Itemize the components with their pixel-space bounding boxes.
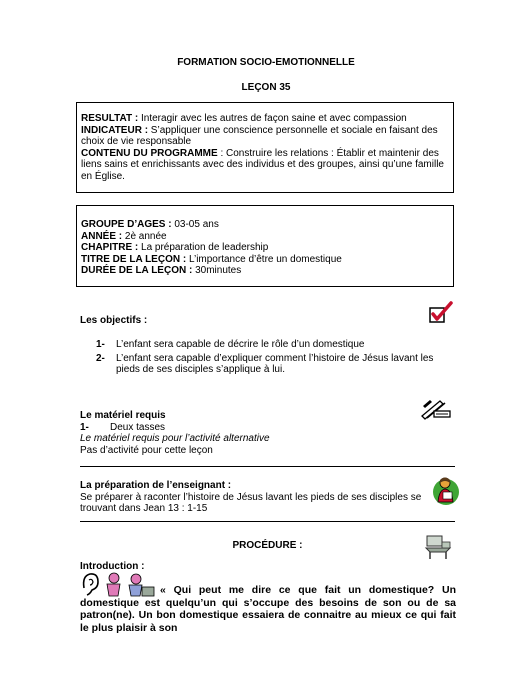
materiel-alt-label: Le matériel requis pour l’activité alternative <box>80 433 270 444</box>
pencils-icon <box>420 398 452 420</box>
groupe-text: 03-05 ans <box>171 219 219 230</box>
materiel-item <box>80 421 166 434</box>
indicateur-label: INDICATEUR : <box>81 124 149 136</box>
duree-text: 30minutes <box>192 265 242 276</box>
resultat-text: Interagir avec les autres de façon saine et avec compassion <box>138 113 407 124</box>
duree-line <box>81 265 241 277</box>
list-item <box>96 339 456 351</box>
lesson-number: LEÇON 35 <box>241 82 291 93</box>
contenu-text: : Construire les relations : Établir et maintenir des liens sains et enrichissants avec des individus et des groupes, ainsi qu’une famille en Église. <box>81 147 444 182</box>
objectif-text: L’enfant sera capable de décrire le rôle d’un domestique <box>116 339 365 350</box>
annee-text: 2è année <box>122 230 167 242</box>
chapitre-line <box>81 242 268 254</box>
objectifs-heading: Les objectifs : <box>80 315 148 326</box>
titre-text: L’importance d’être un domestique <box>186 253 342 265</box>
section-divider <box>80 466 455 467</box>
indicateur-text: S’appliquer une conscience personnelle et sociale en faisant des choix de vie responsable <box>81 124 438 147</box>
contenu-line <box>81 148 451 183</box>
contenu-label: CONTENU DU PROGRAMME <box>81 147 218 159</box>
preparation-heading: La préparation de l’enseignant : <box>80 480 232 491</box>
indicateur-line <box>81 125 451 148</box>
groupe-label: GROUPE D’AGES : <box>81 219 172 230</box>
resultat-label: RESULTAT : <box>81 113 139 124</box>
chapitre-label: CHAPITRE : <box>81 242 139 253</box>
annee-label: ANNÉE : <box>81 230 123 242</box>
groupe-line <box>81 219 219 231</box>
objectif-text: L’enfant sera capable d’expliquer comment l’histoire de Jésus lavant les pieds de ses disciples s’applique à lui. <box>116 352 434 375</box>
procedure-heading: PROCÉDURE : <box>232 540 303 551</box>
materiel-heading: Le matériel requis <box>80 410 166 421</box>
list-number: 1- <box>96 339 105 350</box>
materiel-alt-text: Pas d’activité pour cette leçon <box>80 444 213 456</box>
preparation-text: Se préparer à raconter l’histoire de Jésus lavant les pieds de ses disciples se trouvant dans Jean 13 : 1-15 <box>80 491 422 514</box>
duree-label: DURÉE DE LA LEÇON : <box>81 265 193 276</box>
list-item <box>96 353 456 376</box>
intro-heading: Introduction : <box>80 561 145 572</box>
resultat-line <box>81 113 451 125</box>
curriculum-box <box>76 102 454 193</box>
teacher-icon <box>432 474 460 506</box>
list-number: 2- <box>96 352 105 364</box>
section-divider <box>80 521 455 522</box>
intro-text: « Qui peut me dire ce que fait un domestique? Un domestique est quelqu’un qui s’occupe des besoins de son ou de sa patron(ne). Un bon domestique essaiera de connaitre au mieux ce qui fait le plus plaisir à son <box>80 584 456 634</box>
titre-label: TITRE DE LA LEÇON : <box>81 253 187 265</box>
checkbox-check-icon <box>428 301 454 325</box>
list-number: 1- <box>80 421 89 433</box>
classroom-desk-icon <box>424 534 452 560</box>
chapitre-text: La préparation de leadership <box>138 242 269 253</box>
annee-line <box>81 231 167 243</box>
document-title: FORMATION SOCIO-EMOTIONNELLE <box>177 57 355 68</box>
titre-line <box>81 254 342 266</box>
lesson-info-box <box>76 205 454 287</box>
objectifs-list <box>96 339 456 376</box>
materiel-item-text: Deux tasses <box>110 421 166 433</box>
